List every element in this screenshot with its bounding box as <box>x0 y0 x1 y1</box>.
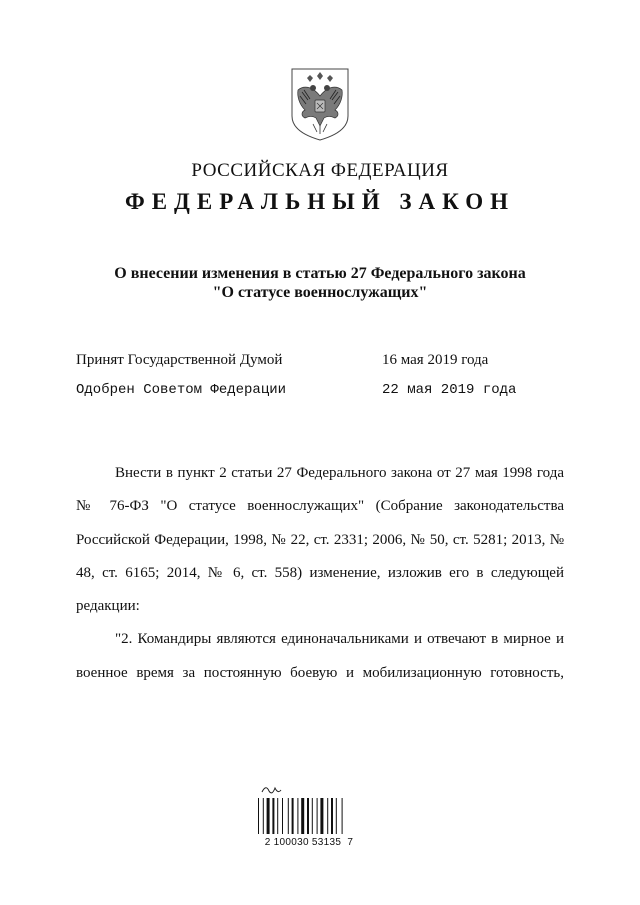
document-type: ФЕДЕРАЛЬНЫЙ ЗАКОН <box>124 189 516 214</box>
barcode-number: 2 100030 53135 7 <box>264 837 354 848</box>
adoption-date: 22 мая 2019 года <box>382 382 517 398</box>
law-title <box>0 264 640 302</box>
adoption-date: 16 мая 2019 года <box>382 352 489 368</box>
adoption-label: Принят Государственной Думой <box>76 352 283 368</box>
adoption-label: Одобрен Советом Федерации <box>76 382 287 398</box>
body-paragraph-1: Внести в пункт 2 статьи 27 Федерального закона от 27 мая 1998 года № 76-ФЗ "О статусе военнослужащих" (Собрание законодательства Российской Федерации, 1998, № 22, ст. 2331; 2006, № 50, ст. 5281; 2013, № 48, ст. 6165; 2014, № 6, ст. 558) изменение, изложив его в следующей редакции: <box>76 465 564 615</box>
body-paragraph-2: "2. Командиры являются единоначальниками и отвечают в мирное и военное время за постоянную боевую и мобилизационную готовность, <box>76 631 564 681</box>
law-title-line-2: "О статусе военнослужащих" <box>212 284 428 301</box>
barcode-icon <box>254 782 364 840</box>
russian-coat-of-arms-icon <box>289 66 351 142</box>
country-name: РОССИЙСКАЯ ФЕДЕРАЦИЯ <box>191 160 449 181</box>
law-body <box>76 457 564 690</box>
law-title-line-1: О внесении изменения в статью 27 Федерального закона <box>114 265 526 282</box>
